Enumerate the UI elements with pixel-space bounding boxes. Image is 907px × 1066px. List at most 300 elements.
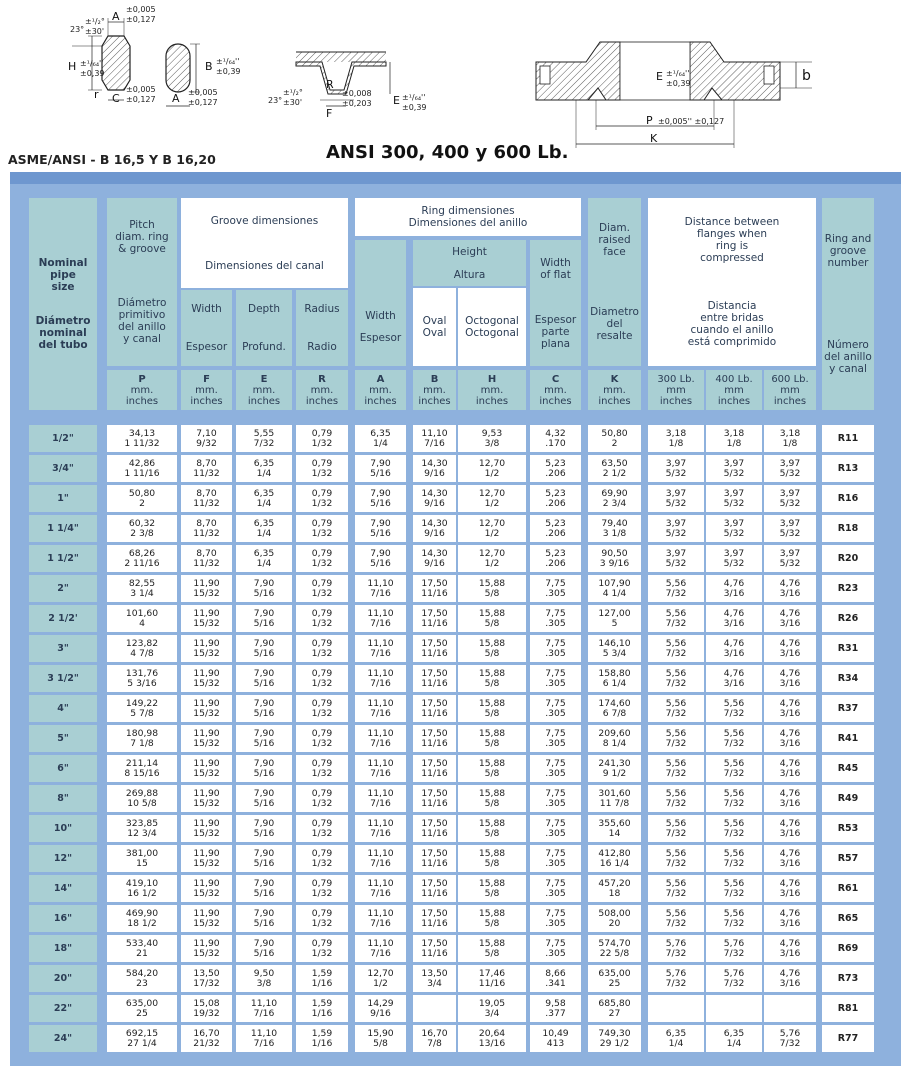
value-inches: 21/32 xyxy=(193,1037,220,1049)
value-cell xyxy=(181,605,232,632)
flat-es-0: Espesor xyxy=(534,313,577,326)
d1-c-tol: ±0,005 xyxy=(126,85,156,94)
value-cell xyxy=(588,1025,641,1052)
value-mm: 7,90 xyxy=(253,817,275,829)
value-cell xyxy=(706,635,762,662)
value-cell xyxy=(458,965,526,992)
value-inches: 11 7/8 xyxy=(599,797,630,809)
value-inches: 7/32 xyxy=(665,677,687,689)
value-mm: 16,70 xyxy=(193,1027,220,1039)
value-mm: 7,90 xyxy=(253,877,275,889)
value-cell xyxy=(706,695,762,722)
value-inches: 3/16 xyxy=(779,647,801,659)
value-cell xyxy=(764,995,816,1022)
header-pitch xyxy=(107,198,177,366)
value-mm: 7,75 xyxy=(545,667,566,679)
value-cell xyxy=(530,875,581,902)
value-inches: .377 xyxy=(545,1007,566,1019)
value-cell xyxy=(107,935,177,962)
value-inches: 1/4 xyxy=(373,437,388,449)
unit-l2: inches xyxy=(659,395,693,407)
value-mm: 5,56 xyxy=(723,817,745,829)
value-inches: 5/16 xyxy=(370,467,391,479)
value-mm: 19,05 xyxy=(478,997,506,1009)
value-cell xyxy=(107,875,177,902)
value-mm: 15,88 xyxy=(478,607,506,619)
value-inches: 15/32 xyxy=(193,737,220,749)
dist-es-3: está comprimido xyxy=(687,336,777,348)
value-inches: 2 xyxy=(139,497,145,509)
value-inches: 5/16 xyxy=(253,767,275,779)
value-cell xyxy=(181,1025,232,1052)
value-mm: 13,50 xyxy=(193,967,220,979)
value-mm: 15,88 xyxy=(478,937,506,949)
unit-l1: mm. xyxy=(544,384,567,396)
value-inches: 7/16 xyxy=(253,1007,275,1019)
value-inches: 15/32 xyxy=(193,797,220,809)
value-inches: 7/32 xyxy=(665,647,687,659)
value-mm: 4,76 xyxy=(779,637,801,649)
ring-number-cell: R31 xyxy=(822,635,874,662)
value-mm: 12,70 xyxy=(478,487,506,499)
value-cell xyxy=(588,905,641,932)
value-inches: 29 1/2 xyxy=(599,1037,630,1049)
value-inches: 7/8 xyxy=(427,1037,442,1049)
groove-es: Dimensiones del canal xyxy=(205,259,324,272)
value-inches: 11/16 xyxy=(421,677,448,689)
header-ring xyxy=(355,198,581,236)
unit-header-1 xyxy=(181,370,232,410)
value-inches: 15 xyxy=(136,857,148,869)
value-mm: 4,76 xyxy=(779,787,801,799)
value-mm: 584,20 xyxy=(125,967,159,979)
value-mm: 7,90 xyxy=(253,757,275,769)
raised-es-1: del xyxy=(606,318,623,330)
value-inches: .305 xyxy=(545,737,566,749)
value-mm: 11,10 xyxy=(367,637,394,649)
value-cell xyxy=(588,965,641,992)
value-inches: 7/16 xyxy=(370,827,391,839)
value-mm: 3,97 xyxy=(665,517,687,529)
ring-number-cell: R20 xyxy=(822,545,874,572)
value-mm: 17,46 xyxy=(478,967,506,979)
value-mm: 20,64 xyxy=(478,1027,506,1039)
value-inches: 3/16 xyxy=(779,677,801,689)
ring-number-cell: R69 xyxy=(822,935,874,962)
ring-number-cell: R41 xyxy=(822,725,874,752)
value-mm: 5,76 xyxy=(665,967,687,979)
groove-depth-en: Depth xyxy=(248,303,280,315)
value-inches: 12 3/4 xyxy=(127,827,157,839)
value-mm: 0,79 xyxy=(311,607,333,619)
ring-number-cell: R77 xyxy=(822,1025,874,1052)
value-mm: 9,50 xyxy=(253,967,275,979)
ring-number-cell: R37 xyxy=(822,695,874,722)
value-mm: 11,10 xyxy=(367,667,394,679)
pitch-es-0: Diámetro xyxy=(117,297,167,309)
nominal-size-cell: 18" xyxy=(29,935,97,962)
value-mm: 17,50 xyxy=(421,937,448,949)
nominal-size-cell: 1" xyxy=(29,485,97,512)
value-inches: 1/32 xyxy=(311,467,333,479)
d3-angle-tol: ±¹/₂° xyxy=(283,88,303,97)
value-inches: 3/4 xyxy=(427,977,442,989)
value-inches: 5/16 xyxy=(253,797,275,809)
d1-h-label: H xyxy=(68,60,77,73)
value-inches: 9/16 xyxy=(424,467,445,479)
ring-width-es: Espesor xyxy=(359,332,402,344)
value-cell xyxy=(706,815,762,842)
unit-header-0 xyxy=(107,370,177,410)
value-cell xyxy=(107,455,177,482)
value-cell xyxy=(706,455,762,482)
value-mm: 5,56 xyxy=(723,877,745,889)
nominal-size-cell: 24" xyxy=(29,1025,97,1052)
value-mm: 4,32 xyxy=(545,427,566,439)
value-mm: 107,90 xyxy=(598,577,631,589)
value-cell xyxy=(413,995,456,1022)
pitch-es-1: primitivo xyxy=(118,309,166,321)
flange-diagram xyxy=(536,42,812,148)
value-cell xyxy=(236,485,292,512)
value-inches: 5/32 xyxy=(779,527,801,539)
nominal-size-cell: 6" xyxy=(29,755,97,782)
value-cell xyxy=(764,1025,816,1052)
header-ring-number xyxy=(822,198,874,410)
value-cell xyxy=(355,815,406,842)
header-groove-radius xyxy=(296,290,348,366)
d1-angle-tol: ±¹/₂° xyxy=(85,17,105,26)
value-cell xyxy=(458,905,526,932)
value-inches: 9/16 xyxy=(424,527,445,539)
value-mm: 4,76 xyxy=(723,667,745,679)
value-cell xyxy=(458,935,526,962)
value-inches: 5/16 xyxy=(253,587,275,599)
value-inches: 1/32 xyxy=(311,677,333,689)
ringno-en-1: groove xyxy=(829,245,867,257)
ringno-es xyxy=(824,339,872,375)
flat-en-0: Width xyxy=(540,256,571,269)
ring-number-cell: R11 xyxy=(822,425,874,452)
value-cell xyxy=(296,425,348,452)
nominal-size-cell: 3" xyxy=(29,635,97,662)
value-inches: 25 xyxy=(136,1007,148,1019)
value-mm: 15,88 xyxy=(478,787,506,799)
value-inches: 11/32 xyxy=(193,467,220,479)
value-inches: 1/32 xyxy=(311,587,333,599)
value-cell xyxy=(236,425,292,452)
value-cell xyxy=(648,695,704,722)
value-cell xyxy=(236,965,292,992)
ring-number-cell: R65 xyxy=(822,905,874,932)
value-mm: 7,75 xyxy=(545,727,566,739)
value-inches: 3/16 xyxy=(723,587,745,599)
value-cell xyxy=(706,995,762,1022)
value-cell xyxy=(588,935,641,962)
ring-number-cell: R53 xyxy=(822,815,874,842)
value-inches: 15/32 xyxy=(193,617,220,629)
value-cell xyxy=(107,695,177,722)
value-mm: 0,79 xyxy=(311,787,333,799)
oct-en: Octogonal xyxy=(465,315,519,327)
value-mm: 11,10 xyxy=(367,787,394,799)
value-cell xyxy=(588,635,641,662)
raised-es xyxy=(590,306,639,342)
value-cell xyxy=(181,935,232,962)
dist-en-2: ring is xyxy=(715,240,749,252)
value-mm: 15,88 xyxy=(478,907,506,919)
value-inches: 15/32 xyxy=(193,917,220,929)
value-cell xyxy=(355,755,406,782)
groove-en: Groove dimensiones xyxy=(210,214,319,227)
value-inches: 7/32 xyxy=(665,947,687,959)
value-mm: 355,60 xyxy=(598,817,631,829)
value-inches: 1/4 xyxy=(668,1037,684,1049)
value-mm: 8,70 xyxy=(196,547,217,559)
value-cell xyxy=(181,725,232,752)
value-cell xyxy=(530,965,581,992)
value-cell xyxy=(236,785,292,812)
groove-width-es: Espesor xyxy=(185,341,228,353)
value-mm: 5,76 xyxy=(723,937,745,949)
nominal-size-cell: 16" xyxy=(29,905,97,932)
value-inches: 7/32 xyxy=(723,767,745,779)
value-inches: 5/16 xyxy=(253,737,275,749)
value-mm: 123,82 xyxy=(125,637,159,649)
value-cell xyxy=(588,575,641,602)
d1-angle-tol2: ±30' xyxy=(85,27,105,36)
value-inches: 7/16 xyxy=(253,1037,275,1049)
value-inches: 7/16 xyxy=(370,797,391,809)
value-mm: 0,79 xyxy=(311,727,333,739)
value-cell xyxy=(355,875,406,902)
value-cell xyxy=(107,815,177,842)
raised-es-0: Diametro xyxy=(590,306,639,318)
distance-es xyxy=(688,300,776,348)
value-cell xyxy=(296,755,348,782)
value-cell xyxy=(107,545,177,572)
value-cell xyxy=(764,725,816,752)
value-inches: 3/16 xyxy=(723,617,745,629)
value-mm: 17,50 xyxy=(421,787,448,799)
value-inches: 1/2 xyxy=(484,527,500,539)
value-cell xyxy=(648,425,704,452)
value-mm: 10,49 xyxy=(542,1027,569,1039)
value-inches: 11/16 xyxy=(421,617,448,629)
nominal-size-cell: 1 1/4" xyxy=(29,515,97,542)
value-mm: 3,97 xyxy=(779,547,801,559)
value-inches: 2 1/2 xyxy=(602,467,627,479)
value-cell xyxy=(588,875,641,902)
value-mm: 5,55 xyxy=(253,427,275,439)
unit-letter: 300 Lb. xyxy=(657,373,695,385)
value-cell xyxy=(107,575,177,602)
unit-letter: R xyxy=(318,373,326,385)
value-mm: 5,56 xyxy=(665,727,687,739)
value-cell xyxy=(588,425,641,452)
value-cell xyxy=(530,665,581,692)
value-mm: 17,50 xyxy=(421,757,448,769)
value-inches: 1/32 xyxy=(311,647,333,659)
distance-en xyxy=(685,216,780,264)
value-mm: 3,97 xyxy=(779,517,801,529)
ring-number-cell: R57 xyxy=(822,845,874,872)
value-inches: .206 xyxy=(545,467,566,479)
value-mm: 7,90 xyxy=(370,457,391,469)
value-cell xyxy=(355,575,406,602)
value-inches: 7/16 xyxy=(370,707,391,719)
value-cell xyxy=(296,935,348,962)
value-cell xyxy=(706,575,762,602)
value-mm: 6,35 xyxy=(253,487,275,499)
value-cell xyxy=(764,815,816,842)
value-inches: 5/16 xyxy=(253,857,275,869)
value-cell xyxy=(181,785,232,812)
value-mm: 7,75 xyxy=(545,577,566,589)
value-inches: 5/32 xyxy=(723,497,745,509)
value-cell xyxy=(764,875,816,902)
value-cell xyxy=(296,545,348,572)
value-mm: 50,80 xyxy=(128,487,156,499)
value-inches: 5 3/16 xyxy=(127,677,157,689)
value-cell xyxy=(236,635,292,662)
ring-en: Ring dimensiones xyxy=(421,205,515,217)
value-cell xyxy=(107,425,177,452)
flat-es xyxy=(535,314,576,350)
d3-r-label: R xyxy=(326,78,334,91)
value-cell xyxy=(236,515,292,542)
d1-a-label: A xyxy=(112,10,120,23)
value-inches: 6 7/8 xyxy=(602,707,627,719)
unit-l1: mm. xyxy=(310,384,334,396)
ringno-es-0: Número xyxy=(827,339,869,351)
d4-e-label: E xyxy=(656,70,663,83)
value-cell xyxy=(296,815,348,842)
value-inches: 9/16 xyxy=(370,1007,391,1019)
unit-l1: mm xyxy=(780,384,800,396)
value-mm: 7,90 xyxy=(253,847,275,859)
standard-label: ASME/ANSI - B 16,5 Y B 16,20 xyxy=(8,152,216,167)
value-cell xyxy=(236,575,292,602)
value-cell xyxy=(296,725,348,752)
value-mm: 3,97 xyxy=(723,547,745,559)
d3-tol2: ±0,203 xyxy=(342,99,372,108)
dist-es-2: cuando el anillo xyxy=(690,324,774,336)
value-inches: 3/16 xyxy=(779,737,801,749)
value-mm: 11,10 xyxy=(367,817,394,829)
value-cell xyxy=(296,785,348,812)
d1-a-tol: ±0,005 xyxy=(126,5,156,14)
value-cell xyxy=(706,605,762,632)
value-cell xyxy=(648,905,704,932)
value-cell xyxy=(413,905,456,932)
value-cell xyxy=(296,635,348,662)
value-mm: 5,56 xyxy=(723,757,745,769)
value-mm: 533,40 xyxy=(125,937,159,949)
nominal-line-1: pipe xyxy=(50,269,76,281)
groove-diagram xyxy=(268,52,427,120)
value-inches: 7 1/8 xyxy=(130,737,154,749)
diagrams-svg xyxy=(0,0,907,150)
value-inches: 1/4 xyxy=(256,527,272,539)
value-mm: 15,88 xyxy=(478,697,506,709)
d1-angle: 23° xyxy=(70,25,85,34)
value-mm: 209,60 xyxy=(598,727,631,739)
pitch-es xyxy=(118,297,167,345)
value-inches: 3 9/16 xyxy=(599,557,630,569)
groove-radius-es: Radio xyxy=(307,341,337,353)
value-mm: 8,66 xyxy=(545,967,566,979)
value-inches: 5/8 xyxy=(484,917,500,929)
value-cell xyxy=(530,635,581,662)
value-inches: 11/16 xyxy=(421,737,448,749)
value-mm: 412,80 xyxy=(598,847,631,859)
value-cell xyxy=(413,755,456,782)
value-inches: 1/32 xyxy=(311,557,333,569)
value-inches: 7/32 xyxy=(723,827,745,839)
value-mm: 7,90 xyxy=(253,787,275,799)
value-mm: 0,79 xyxy=(311,577,333,589)
value-mm: 11,10 xyxy=(250,997,278,1009)
ring-number-cell: R73 xyxy=(822,965,874,992)
value-inches: 5/8 xyxy=(373,1037,388,1049)
value-inches: 3/16 xyxy=(723,647,745,659)
oval-es: Oval xyxy=(422,327,447,339)
value-mm: 11,10 xyxy=(367,847,394,859)
value-inches: 7/32 xyxy=(779,1037,801,1049)
ring-number-cell: R26 xyxy=(822,605,874,632)
value-mm: 60,32 xyxy=(128,517,156,529)
value-cell xyxy=(764,545,816,572)
value-inches: 11/32 xyxy=(193,497,220,509)
value-inches: 16 1/4 xyxy=(599,857,630,869)
d4-p-tol: ±0,005'' ±0,127 xyxy=(658,117,725,126)
value-cell xyxy=(413,845,456,872)
value-mm: 15,88 xyxy=(478,577,506,589)
value-cell xyxy=(764,485,816,512)
value-mm: 5,56 xyxy=(665,877,687,889)
ringno-en-0: Ring and xyxy=(824,233,872,245)
value-cell xyxy=(648,485,704,512)
value-mm: 0,79 xyxy=(311,847,333,859)
d2-b-tol2: ±0,39 xyxy=(216,67,241,76)
value-mm: 3,97 xyxy=(723,457,745,469)
value-cell xyxy=(236,725,292,752)
value-mm: 241,30 xyxy=(598,757,631,769)
value-mm: 11,10 xyxy=(250,1027,278,1039)
value-mm: 11,10 xyxy=(367,577,394,589)
octagonal-ring-diagram xyxy=(68,5,156,105)
value-inches: 1/32 xyxy=(311,947,333,959)
value-inches: 4 xyxy=(139,617,145,629)
value-inches: 15/32 xyxy=(193,857,220,869)
value-mm: 7,90 xyxy=(253,577,275,589)
value-cell xyxy=(530,995,581,1022)
value-mm: 4,76 xyxy=(723,607,745,619)
d4-e-tol2: ±0,39 xyxy=(666,79,691,88)
value-inches: 1/32 xyxy=(311,797,333,809)
value-mm: 11,10 xyxy=(367,727,394,739)
value-mm: 11,90 xyxy=(193,637,220,649)
ring-number-cell: R23 xyxy=(822,575,874,602)
value-mm: 11,90 xyxy=(193,697,220,709)
value-cell xyxy=(588,815,641,842)
value-mm: 4,76 xyxy=(779,577,801,589)
ring-number-cell: R45 xyxy=(822,755,874,782)
value-cell xyxy=(588,725,641,752)
unit-l2: inches xyxy=(717,395,751,407)
value-inches: 5/8 xyxy=(484,707,500,719)
